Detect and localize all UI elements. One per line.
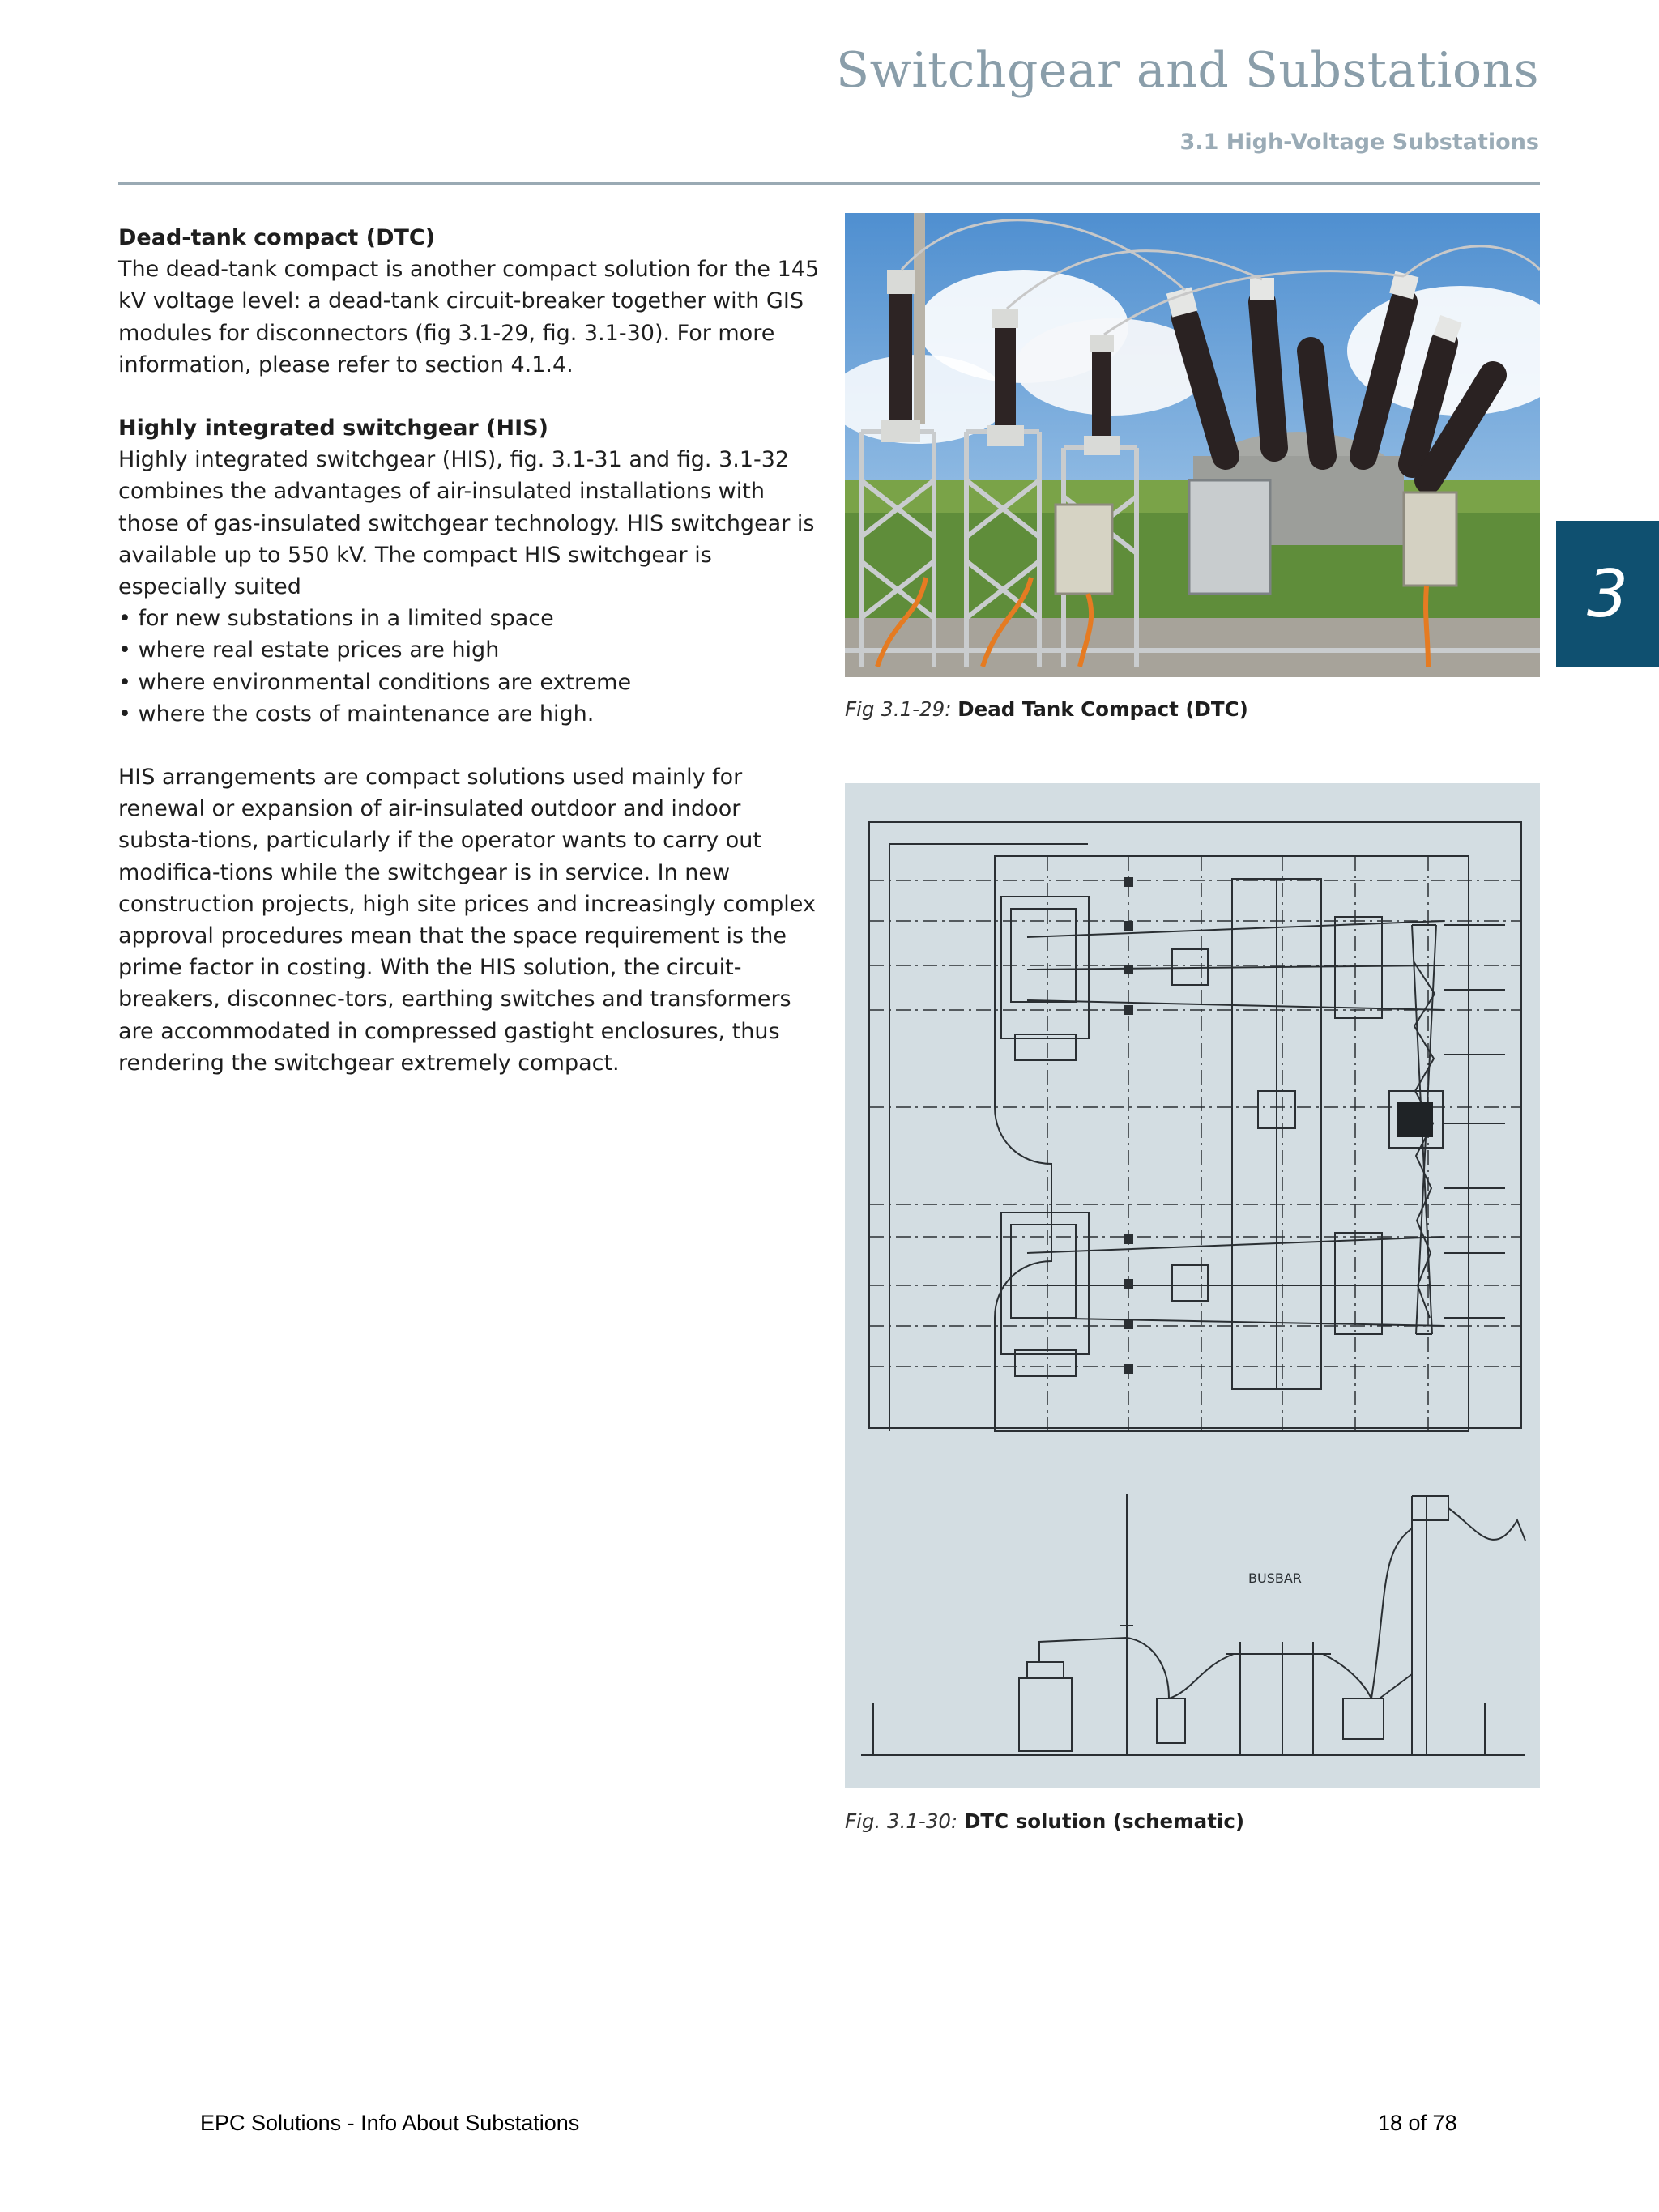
footer-page-number: 18 of 78 (1378, 2111, 1457, 2135)
fig2-title: DTC solution (schematic) (964, 1809, 1245, 1833)
header-divider (118, 182, 1540, 185)
dtc-photo-illustration (845, 213, 1540, 677)
fig1-caption (845, 697, 1248, 721)
dtc-schematic (845, 783, 1540, 1788)
fig1-number: Fig 3.1-29: (845, 697, 952, 721)
section-subtitle: 3.1 High-Voltage Substations (1179, 130, 1539, 155)
busbar-label: BUSBAR (1248, 1571, 1302, 1586)
dtc-heading: Dead-tank compact (DTC) (118, 225, 436, 250)
dtc-paragraph: The dead-tank compact is another compact solution for the 145 kV voltage level: a dead-tank circuit-breaker together with GIS modules for disconnectors (fig 3.1-29, fig. 3.1-30). For more information, please refer to section 4.1.4. (118, 257, 820, 377)
fig2-caption (845, 1809, 1244, 1833)
fig2-number: Fig. 3.1-30: (845, 1809, 958, 1833)
chapter-tab (1556, 521, 1659, 667)
list-item: • where environmental conditions are extreme (118, 669, 632, 695)
chapter-number: 3 (1587, 556, 1628, 632)
his-intro: Highly integrated switchgear (HIS), fig. 3.1-31 and fig. 3.1-32 combines the advantages of air-insulated installations with those of gas-insulated switchgear technology. HIS switchgear is available up to 550 kV. The compact HIS switchgear is especially suited (118, 447, 815, 600)
his-bullet-list (118, 603, 823, 730)
list-item: • for new substations in a limited space (118, 606, 554, 632)
his-paragraph: HIS arrangements are compact solutions used mainly for renewal or expansion of air-insulated outdoor and indoor substa-tions, particularly if the operator wants to carry out modifica-tions while the switchgear is in service. In new construction projects, high site prices and increasingly complex approval procedures mean that the space requirement is the prime factor in costing. With the HIS solution, the circuit-breakers, disconnec-tors, earthing switches and transformers are accommodated in compressed gastight enclosures, thus rendering the switchgear extremely compact. (118, 765, 816, 1076)
text-column (118, 222, 823, 1079)
his-heading: Highly integrated switchgear (HIS) (118, 416, 548, 441)
footer-source: EPC Solutions - Info About Substations (200, 2111, 580, 2135)
page-title: Switchgear and Substations (835, 42, 1539, 99)
list-item: • where the costs of maintenance are high. (118, 701, 595, 727)
dtc-schematic-drawing (845, 783, 1540, 1788)
fig1-title: Dead Tank Compact (DTC) (957, 697, 1248, 721)
dtc-photo (845, 213, 1540, 677)
list-item: • where real estate prices are high (118, 637, 500, 663)
